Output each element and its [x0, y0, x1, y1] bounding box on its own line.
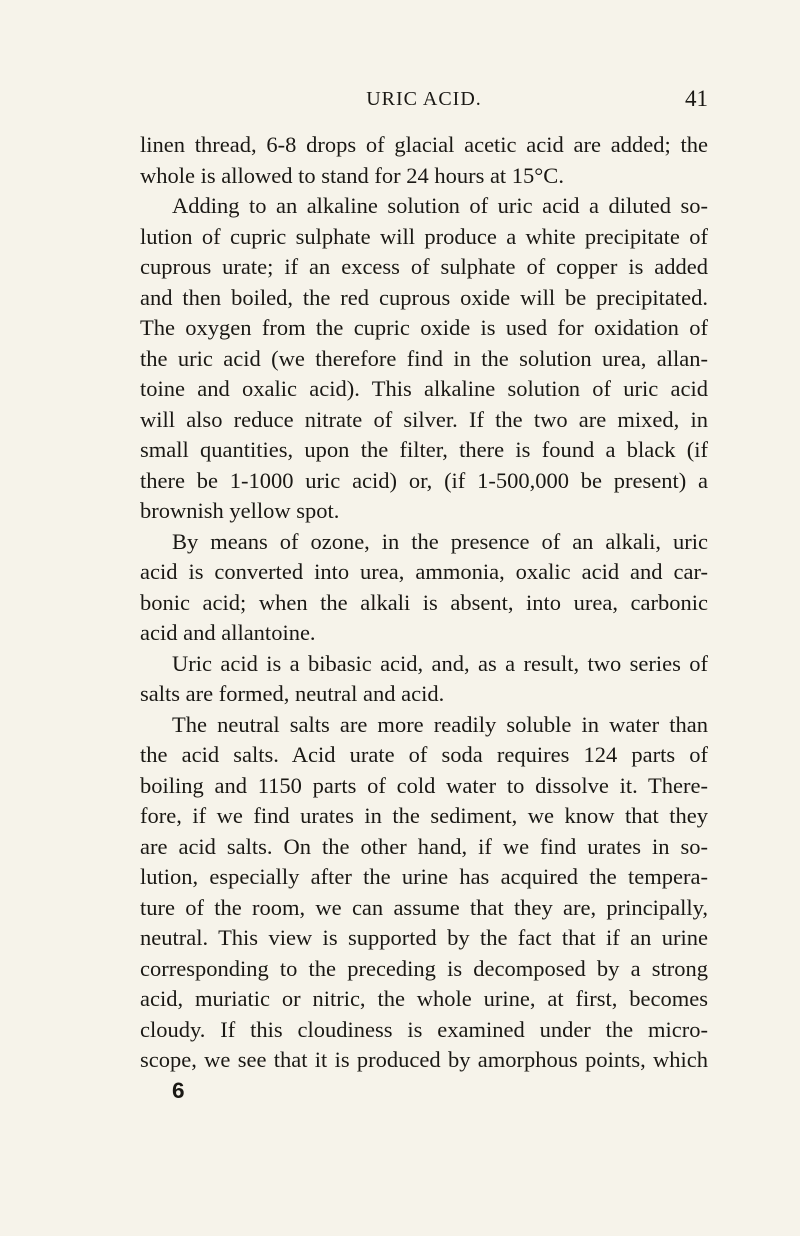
text-line: neutral. This view is supported by the fact that if an urine — [140, 925, 708, 950]
text-line: linen thread, 6-8 drops of glacial acetic acid are added; the — [140, 132, 708, 157]
text-line: the acid salts. Acid urate of soda requires 124 parts of — [140, 742, 708, 767]
text-line: bonic acid; when the alkali is absent, into urea, carbonic — [140, 589, 708, 615]
text-line: and then boiled, the red cuprous oxide will be precipitated. — [140, 284, 708, 310]
text-line: corresponding to the preceding is decomposed by a strong — [140, 955, 708, 981]
text-line: Uric acid is a bibasic acid, and, as a result, two series of — [172, 650, 708, 676]
body-text — [140, 130, 708, 1106]
text-line: scope, we see that it is produced by amorphous points, which — [140, 1047, 708, 1072]
text-line: salts are formed, neutral and acid. — [140, 681, 445, 706]
text-line: acid, muriatic or nitric, the whole urine, at first, becomes — [140, 986, 708, 1011]
signature-mark: 6 — [172, 1077, 185, 1103]
text-line: acid is converted into urea, ammonia, oxalic acid and car- — [140, 559, 708, 584]
text-line: small quantities, upon the filter, there is found a black (if — [140, 437, 708, 462]
text-line: the uric acid (we therefore find in the solution urea, allan- — [140, 345, 708, 371]
text-line: lution of cupric sulphate will produce a white precipitate of — [140, 223, 708, 249]
text-line: there be 1-1000 uric acid) or, (if 1-500,000 be present) a — [140, 467, 708, 493]
running-head: URIC ACID. — [366, 88, 482, 110]
text-line: cuprous urate; if an excess of sulphate of copper is added — [140, 254, 708, 279]
text-line: boiling and 1150 parts of cold water to dissolve it. There- — [140, 772, 708, 798]
text-line: whole is allowed to stand for 24 hours at 15°C. — [140, 162, 564, 188]
text-line: lution, especially after the urine has acquired the tempera- — [140, 864, 708, 889]
text-line: toine and oxalic acid). This alkaline solution of uric acid — [140, 376, 708, 401]
text-line: are acid salts. On the other hand, if we find urates in so- — [140, 833, 708, 859]
text-line: The neutral salts are more readily soluble in water than — [172, 711, 708, 737]
text-line: ture of the room, we can assume that they are, principally, — [140, 894, 708, 920]
text-line: cloudy. If this cloudiness is examined under the micro- — [140, 1016, 708, 1042]
text-line: acid and allantoine. — [140, 620, 316, 645]
text-line: Adding to an alkaline solution of uric acid a diluted so- — [172, 193, 708, 218]
text-line: fore, if we find urates in the sediment, we know that they — [140, 803, 708, 828]
page-number: 41 — [685, 86, 708, 111]
text-line: The oxygen from the cupric oxide is used for oxidation of — [140, 315, 708, 340]
text-line: brownish yellow spot. — [140, 498, 340, 523]
text-line: By means of ozone, in the presence of an alkali, uric — [172, 528, 708, 554]
page-header — [140, 82, 708, 122]
text-line: will also reduce nitrate of silver. If the two are mixed, in — [140, 406, 708, 432]
